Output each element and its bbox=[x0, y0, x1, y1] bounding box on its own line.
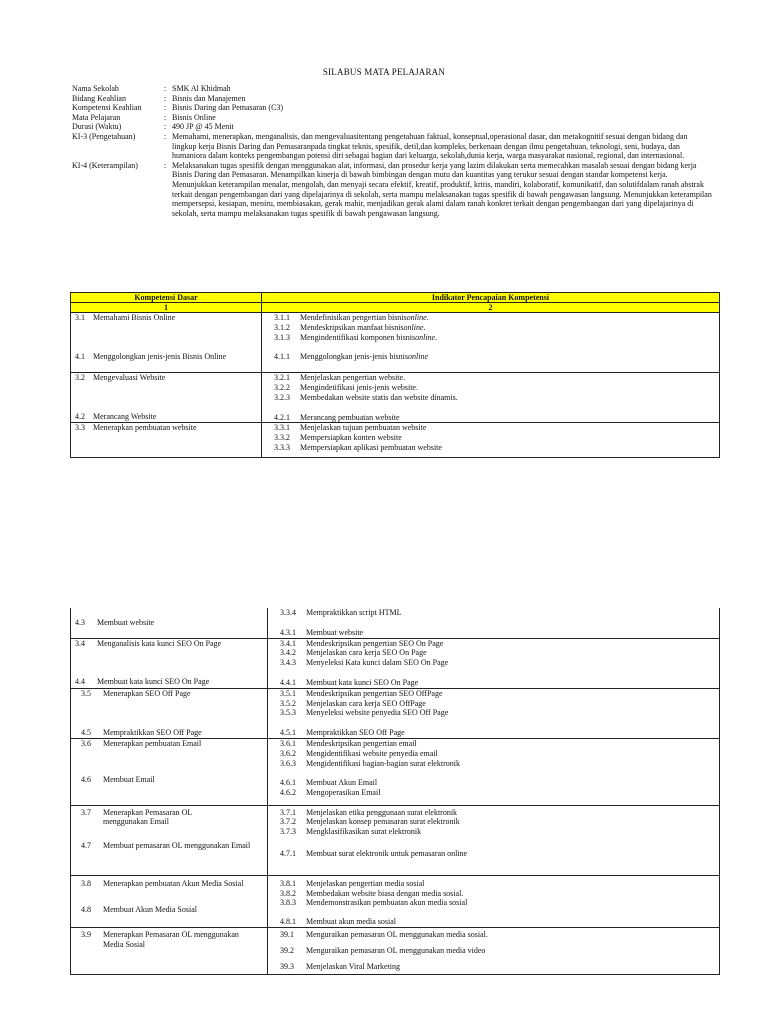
info-label: Mata Pelajaran bbox=[72, 112, 121, 122]
subheader-col-2: 2 bbox=[262, 303, 720, 313]
kd-item: 4.5 Mempraktikkan SEO Off Page bbox=[81, 727, 202, 737]
indicator-cell bbox=[268, 738, 720, 805]
kd-item: 3.5 Menerapkan SEO Off Page bbox=[81, 688, 191, 698]
page-title: SILABUS MATA PELAJARAN bbox=[322, 67, 446, 77]
indicator-item: 4.1.1 Menggolongkan jenis-jenis bisnis online bbox=[274, 352, 428, 362]
info-label: Durasi (Waktu) bbox=[72, 122, 122, 132]
competency-table-2 bbox=[70, 608, 720, 975]
indicator-item: 3.1.1 Mendefinisikan pengertian bisnis online . bbox=[274, 313, 429, 322]
indicator-item: 4.8.1 Membuat akun media sosial bbox=[280, 917, 396, 927]
table-row bbox=[71, 608, 720, 638]
indicator-item: 3.1.2 Mendeskripsikan manfaat bisnis online . bbox=[274, 322, 426, 332]
indicator-item: 3.1.3 Mengindentifikasi komponen bisnis online . bbox=[274, 332, 438, 342]
indicator-cell bbox=[268, 608, 720, 638]
info-value: Bisnis Online bbox=[172, 112, 216, 122]
info-value: Bisnis Daring dan Pemasaran (C3) bbox=[172, 103, 284, 113]
kd-cell bbox=[71, 608, 268, 638]
indicator-item: 3.3.3 Mempersiapkan aplikasi pembuatan website bbox=[274, 442, 442, 452]
indicator-item: 39.2 Menguraikan pemasaran OL menggunakan media video bbox=[280, 945, 486, 955]
kd-item: 4.4 Membuat kata kunci SEO On Page bbox=[75, 677, 210, 687]
table-subheader-row bbox=[71, 303, 720, 313]
info-row-school: Nama Sekolah : SMK Al Khidmah bbox=[72, 84, 712, 94]
indicator-cell bbox=[268, 875, 720, 927]
indicator-item: 3.8.3 Mendemonstrasikan pembuatan akun media sosial bbox=[280, 898, 468, 908]
table-row bbox=[71, 423, 720, 457]
info-label: KI-4 (Keterampilan) bbox=[72, 160, 138, 170]
indicator-item: 3.8.2 Membedakan website biasa dengan media sosial. bbox=[280, 888, 464, 898]
indicator-item: 3.5.1 Mendeskripsikan pengertian SEO OffPage bbox=[280, 688, 443, 698]
info-value: Melaksanakan tugas spesifik dengan menggunakan alat, informasi, dan prosedur kerja yang lazim dilakukan serta memecahkan masalah sesuai dengan bidang kerja Bisnis Daring dan Pemasaran. Menampilkan kinerja di bawah bimbingan dengan mutu dan kuantitas yang terukur sesuai dengan standar kompetensi kerja. Menunjukkan keterampilan menalar, mengolah, dan menyaji secara efektif, kreatif, produktif, kritis, mandiri, kolaboratif, komunikatif, dan solutifdalam ranah abstrak terkait dengan pengembangan dari yang dipelajarinya di sekolah, serta mampu melaksanakan tugas spesifik di bawah pengawasan langsung. Menunjukkan keterampilan mempersepsi, kesiapan, meniru, membiasakan, gerak mahir, menjadikan gerak alami dalam ranah konkret terkait dengan pengembangan dari yang dipelajarinya di sekolah, serta mampu melaksanakan tugas spesifik di bawah pengawasan langsung. bbox=[172, 160, 712, 218]
info-row-duration: Durasi (Waktu) : 490 JP @ 45 Menit bbox=[72, 122, 712, 132]
indicator-item: 4.6.1 Membuat Akun Email bbox=[280, 778, 378, 788]
indicator-item: 3.3.4 Mempraktikkan script HTML bbox=[280, 608, 402, 617]
indicator-item: 3.7.1 Menjelaskan etika penggunaan surat elektronik bbox=[280, 807, 458, 817]
info-label: KI-3 (Pengetahuan) bbox=[72, 131, 136, 141]
indicator-item: 39.1 Menguraikan pemasaran OL menggunakan media sosial. bbox=[280, 929, 488, 939]
kd-cell bbox=[71, 423, 262, 457]
kd-item: 3.7 Menerapkan Pemasaran OL menggunakan Email bbox=[81, 807, 192, 827]
indicator-item: 3.2.2 Mengindetifikasi jenis-jenis website. bbox=[274, 382, 418, 392]
indicator-item: 4.3.1 Membuat website bbox=[280, 627, 364, 637]
info-label: Kompetensi Keahlian bbox=[72, 103, 142, 113]
info-row-field: Bidang Keahlian : Bisnis dan Manajemen bbox=[72, 94, 712, 104]
indicator-cell bbox=[268, 927, 720, 974]
kd-item: 3.1 Memahami Bisnis Online bbox=[75, 313, 176, 322]
kd-cell bbox=[71, 638, 268, 688]
indicator-item: 3.3.1 Menjelaskan tujuan pembuatan website bbox=[274, 423, 427, 433]
indicator-item: 3.6.1 Mendeskripsikan pengertian email bbox=[280, 738, 417, 748]
indicator-item: 3.5.3 Menyeleksi website penyedia SEO Off Page bbox=[280, 708, 449, 718]
kd-item: 4.3 Membuat website bbox=[75, 618, 155, 627]
kd-item: 3.4 Menganalisis kata kunci SEO On Page bbox=[75, 638, 222, 648]
info-value: 490 JP @ 45 Menit bbox=[172, 122, 234, 132]
indicator-cell bbox=[268, 688, 720, 738]
kd-cell bbox=[71, 805, 268, 875]
info-row-ki3: KI-3 (Pengetahuan) : Memahami, menerapkan, menganalisis, dan mengevaluasitentang pengetahuan faktual, konseptual,operasional dasar, dan metakognitif sesuai dengan bidang dan lingkup kerja Bisnis Daring dan Pemasaranpada tingkat teknis, spesifik, detil,dan kompleks, berkenaan dengan ilmu pengetahuan, teknologi, seni, budaya, dan humaniora dalam konteks pengembangan potensi diri sebagai bagian dari keluarga, sekolah,dunia kerja, warga masyarakat nasional, regional, dan internasional. bbox=[72, 132, 712, 161]
info-value: SMK Al Khidmah bbox=[172, 84, 231, 93]
kd-cell bbox=[71, 373, 262, 423]
indicator-item: 39.3 Menjelaskan Viral Marketing bbox=[280, 961, 401, 971]
kd-cell bbox=[71, 738, 268, 805]
table-row bbox=[71, 875, 720, 927]
table-row bbox=[71, 638, 720, 688]
indicator-item: 3.2.3 Membedakan website statis dan website dinamis. bbox=[274, 392, 458, 402]
indicator-item: 4.4.1 Membuat kata kunci SEO On Page bbox=[280, 677, 419, 687]
indicator-cell bbox=[262, 373, 720, 423]
kd-item: 4.8 Membuat Akun Media Sosial bbox=[81, 904, 197, 914]
kd-cell bbox=[71, 927, 268, 974]
indicator-item: 3.2.1 Menjelaskan pengertian website. bbox=[274, 373, 406, 383]
indicator-item: 4.7.1 Membuat surat elektronik untuk pemasaran online bbox=[280, 848, 468, 858]
info-row-ki4: KI-4 (Keterampilan) : Melaksanakan tugas spesifik dengan menggunakan alat, informasi, dan prosedur kerja yang lazim dilakukan serta memecahkan masalah sesuai dengan bidang kerja Bisnis Daring dan Pemasaran. Menampilkan kinerja di bawah bimbingan dengan mutu dan kuantitas yang terukur sesuai dengan standar kompetensi kerja. Menunjukkan keterampilan menalar, mengolah, dan menyaji secara efektif, kreatif, produktif, kritis, mandiri, kolaboratif, komunikatif, dan solutifdalam ranah abstrak terkait dengan pengembangan dari yang dipelajarinya di sekolah, serta mampu melaksanakan tugas spesifik di bawah pengawasan langsung. Menunjukkan keterampilan mempersepsi, kesiapan, meniru, membiasakan, gerak mahir, menjadikan gerak alami dalam ranah konkret terkait dengan pengembangan dari yang dipelajarinya di sekolah, serta mampu melaksanakan tugas spesifik di bawah pengawasan langsung. bbox=[72, 160, 712, 218]
subheader-col-1: 1 bbox=[71, 303, 262, 313]
indicator-item: 3.4.1 Mendeskripsikan pengertian SEO On Page bbox=[280, 638, 444, 648]
info-label: Nama Sekolah bbox=[72, 84, 119, 93]
table-row bbox=[71, 373, 720, 423]
indicator-cell bbox=[262, 423, 720, 457]
indicator-cell bbox=[262, 313, 720, 373]
kd-item: 3.2 Mengevaluasi Website bbox=[75, 373, 166, 383]
indicator-item: 4.5.1 Mempraktikkan SEO Off Page bbox=[280, 728, 405, 738]
table-row bbox=[71, 313, 720, 373]
kd-item: 3.3 Menerapkan pembuatan website bbox=[75, 423, 197, 433]
indicator-item: 3.5.2 Menjelaskan cara kerja SEO OffPage bbox=[280, 698, 426, 708]
kd-item: 4.7 Membuat pemasaran OL menggunakan Email bbox=[81, 841, 251, 851]
header-indikator: Indikator Pencapaian Kompetensi bbox=[262, 293, 720, 303]
indicator-cell bbox=[268, 638, 720, 688]
kd-item: 4.6 Membuat Email bbox=[81, 774, 155, 784]
table-row bbox=[71, 688, 720, 738]
table-header-row bbox=[71, 293, 720, 303]
indicator-item: 3.3.2 Mempersiapkan konten website bbox=[274, 433, 402, 443]
table-row bbox=[71, 805, 720, 875]
indicator-item: 3.7.3 Mengklasifikasikan surat elektronik bbox=[280, 827, 422, 837]
info-row-subject: Mata Pelajaran : Bisnis Online bbox=[72, 113, 712, 123]
kd-item: 3.6 Menerapkan pembuatan Email bbox=[81, 738, 202, 748]
indicator-cell bbox=[268, 805, 720, 875]
syllabus-info bbox=[72, 84, 712, 218]
indicator-item: 4.6.2 Mengoperasikan Email bbox=[280, 788, 381, 798]
indicator-item: 3.7.2 Menjelaskan konsep pemasaran surat elektronik bbox=[280, 817, 460, 827]
table-row bbox=[71, 927, 720, 974]
indicator-item: 3.4.3 Menyeleksi Kata kunci dalam SEO On Page bbox=[280, 658, 449, 668]
indicator-item: 3.8.1 Menjelaskan pengertian media sosial bbox=[280, 878, 425, 888]
kd-item: 3.9 Menerapkan Pemasaran OL menggunakan Media Sosial bbox=[81, 929, 239, 949]
kd-cell bbox=[71, 688, 268, 738]
table-row bbox=[71, 738, 720, 805]
info-value: Bisnis dan Manajemen bbox=[172, 93, 246, 103]
kd-cell bbox=[71, 313, 262, 373]
kd-item: 3.8 Menerapkan pembuatan Akun Media Sosial bbox=[81, 878, 244, 888]
kd-item: 4.1 Menggolongkan jenis-jenis Bisnis Online bbox=[75, 351, 227, 361]
info-row-competency: Kompetensi Keahlian : Bisnis Daring dan Pemasaran (C3) bbox=[72, 103, 712, 113]
info-value: Memahami, menerapkan, menganalisis, dan mengevaluasitentang pengetahuan faktual, konseptual,operasional dasar, dan metakognitif sesuai dengan bidang dan lingkup kerja Bisnis Daring dan Pemasaranpada tingkat teknis, spesifik, detil,dan kompleks, berkenaan dengan ilmu pengetahuan, teknologi, seni, budaya, dan humaniora dalam konteks pengembangan potensi diri sebagai bagian dari keluarga, sekolah,dunia kerja, warga masyarakat nasional, regional, dan internasional. bbox=[172, 131, 688, 161]
info-label: Bidang Keahlian bbox=[72, 93, 126, 103]
header-kompetensi-dasar: Kompetensi Dasar bbox=[71, 293, 262, 303]
indicator-item: 3.6.2 Mengidentifikasi website penyedia email bbox=[280, 748, 438, 758]
indicator-item: 3.4.2 Menjelaskan cara kerja SEO On Page bbox=[280, 648, 427, 658]
competency-table-1 bbox=[70, 292, 720, 458]
kd-item: 4.2 Merancang Website bbox=[75, 411, 157, 421]
indicator-item: 3.6.3 Mengidentifikasi bagian-bagian surat elektronik bbox=[280, 758, 460, 768]
kd-cell bbox=[71, 875, 268, 927]
indicator-item: 4.2.1 Merancang pembuatan website bbox=[274, 412, 400, 422]
